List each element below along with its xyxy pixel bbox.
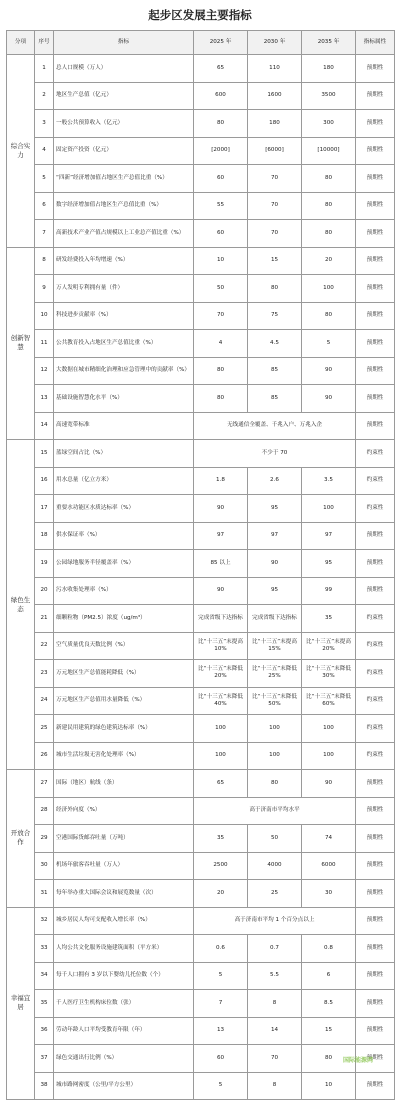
- target-2030: 15: [248, 247, 302, 275]
- row-number: 30: [35, 852, 54, 880]
- header-2035: 2035 年: [302, 31, 356, 55]
- target-2035: 90: [302, 357, 356, 385]
- target-2030: 95: [248, 495, 302, 523]
- header-2030: 2030 年: [248, 31, 302, 55]
- indicator-attribute: 预期性: [356, 825, 395, 853]
- indicators-table: [6, 30, 395, 1100]
- table-row: [7, 1072, 395, 1100]
- target-2025: 65: [194, 55, 248, 83]
- row-number: 36: [35, 1017, 54, 1045]
- table-row: [7, 687, 395, 715]
- target-2030: 100: [248, 742, 302, 770]
- table-row: [7, 660, 395, 688]
- indicator-name: 万元地区生产总值能耗降低（%）: [54, 660, 194, 688]
- target-2035: 90: [302, 385, 356, 413]
- indicator-attribute: 预期性: [356, 1072, 395, 1100]
- indicator-name: 细颗粒物（PM2.5）浓度（ug/m³）: [54, 605, 194, 633]
- merged-target-value: 无线通信全覆盖、千兆入户、万兆入企: [194, 412, 356, 440]
- target-2025: 比“十三五”末降低 40%: [194, 687, 248, 715]
- indicator-name: 地区生产总值（亿元）: [54, 82, 194, 110]
- table-row: [7, 825, 395, 853]
- target-2030: 110: [248, 55, 302, 83]
- table-row: [7, 1017, 395, 1045]
- target-2025: 600: [194, 82, 248, 110]
- row-number: 5: [35, 165, 54, 193]
- target-2025: 60: [194, 220, 248, 248]
- row-number: 17: [35, 495, 54, 523]
- header-category: 分项: [7, 31, 35, 55]
- indicator-name: 蓝绿空间占比（%）: [54, 440, 194, 468]
- target-2030: 70: [248, 220, 302, 248]
- indicator-attribute: 约束性: [356, 440, 395, 468]
- target-2030: 85: [248, 357, 302, 385]
- table-row: [7, 715, 395, 743]
- row-number: 38: [35, 1072, 54, 1100]
- table-row: [7, 385, 395, 413]
- indicator-attribute: 预期性: [356, 770, 395, 798]
- indicator-attribute: 预期性: [356, 935, 395, 963]
- target-2025: [2000]: [194, 137, 248, 165]
- table-row: [7, 247, 395, 275]
- target-2025: 5: [194, 962, 248, 990]
- target-2025: 100: [194, 742, 248, 770]
- indicator-name: 新建民用建筑的绿色建筑达标率（%）: [54, 715, 194, 743]
- indicator-attribute: 预期性: [356, 990, 395, 1018]
- target-2025: 0.6: [194, 935, 248, 963]
- indicator-name: 一般公共预算收入（亿元）: [54, 110, 194, 138]
- target-2035: 0.8: [302, 935, 356, 963]
- indicator-name: 空港国际货邮吞吐量（万吨）: [54, 825, 194, 853]
- target-2035: 80: [302, 192, 356, 220]
- header-indicator: 指标: [54, 31, 194, 55]
- row-number: 35: [35, 990, 54, 1018]
- target-2025: 97: [194, 522, 248, 550]
- indicator-attribute: 预期性: [356, 880, 395, 908]
- target-2025: 90: [194, 495, 248, 523]
- table-row: [7, 82, 395, 110]
- target-2030: 90: [248, 550, 302, 578]
- row-number: 28: [35, 797, 54, 825]
- target-2030: 完成省级下达指标: [248, 605, 302, 633]
- target-2035: 100: [302, 715, 356, 743]
- watermark-logo: 国际能源网: [342, 1057, 373, 1064]
- indicator-name: 机场年旅客吞吐量（万人）: [54, 852, 194, 880]
- target-2030: 0.7: [248, 935, 302, 963]
- table-row: [7, 440, 395, 468]
- row-number: 2: [35, 82, 54, 110]
- table-row: [7, 880, 395, 908]
- target-2030: 85: [248, 385, 302, 413]
- target-2030: 50: [248, 825, 302, 853]
- indicator-name: 科技进步贡献率（%）: [54, 302, 194, 330]
- target-2025: 100: [194, 715, 248, 743]
- table-header-row: [7, 31, 395, 55]
- table-row: [7, 770, 395, 798]
- row-number: 23: [35, 660, 54, 688]
- indicator-attribute: 约束性: [356, 742, 395, 770]
- indicator-attribute: 约束性: [356, 467, 395, 495]
- indicator-name: 万元地区生产总值用水量降低（%）: [54, 687, 194, 715]
- indicator-name: 基础设施智慧化水平（%）: [54, 385, 194, 413]
- row-number: 26: [35, 742, 54, 770]
- target-2035: 10: [302, 1072, 356, 1100]
- indicator-attribute: 预期性: [356, 165, 395, 193]
- indicator-name: 城市路网密度（公里/平方公里）: [54, 1072, 194, 1100]
- target-2035: 90: [302, 770, 356, 798]
- table-row: [7, 797, 395, 825]
- target-2030: 97: [248, 522, 302, 550]
- indicator-attribute: 预期性: [356, 907, 395, 935]
- row-number: 31: [35, 880, 54, 908]
- indicator-attribute: 预期性: [356, 550, 395, 578]
- indicator-attribute: 预期性: [356, 137, 395, 165]
- target-2035: 99: [302, 577, 356, 605]
- category-cell: 开放合作: [7, 770, 35, 908]
- row-number: 33: [35, 935, 54, 963]
- indicator-attribute: 预期性: [356, 55, 395, 83]
- target-2035: 97: [302, 522, 356, 550]
- target-2025: 80: [194, 357, 248, 385]
- indicator-attribute: 预期性: [356, 302, 395, 330]
- row-number: 14: [35, 412, 54, 440]
- target-2030: 8: [248, 990, 302, 1018]
- target-2035: 比“十三五”末降低 30%: [302, 660, 356, 688]
- table-row: [7, 990, 395, 1018]
- row-number: 11: [35, 330, 54, 358]
- target-2025: 2500: [194, 852, 248, 880]
- target-2030: 比“十三五”末提高 15%: [248, 632, 302, 660]
- indicator-attribute: 预期性: [356, 247, 395, 275]
- indicator-attribute: 预期性: [356, 852, 395, 880]
- target-2025: 90: [194, 577, 248, 605]
- table-row: [7, 192, 395, 220]
- target-2035: 35: [302, 605, 356, 633]
- row-number: 34: [35, 962, 54, 990]
- target-2035: 15: [302, 1017, 356, 1045]
- target-2035: 3500: [302, 82, 356, 110]
- indicator-attribute: 预期性: [356, 412, 395, 440]
- merged-target-value: 高于济南市平均 1 个百分点以上: [194, 907, 356, 935]
- indicator-name: 每千人口拥有 3 岁以下婴幼儿托位数（个）: [54, 962, 194, 990]
- table-row: [7, 632, 395, 660]
- table-row: [7, 522, 395, 550]
- indicator-name: 每年举办重大国际会议和展览数量（次）: [54, 880, 194, 908]
- target-2030: 2.6: [248, 467, 302, 495]
- indicator-attribute: 预期性: [356, 577, 395, 605]
- row-number: 32: [35, 907, 54, 935]
- indicator-name: 劳动年龄人口平均受教育年限（年）: [54, 1017, 194, 1045]
- target-2035: 300: [302, 110, 356, 138]
- table-row: [7, 962, 395, 990]
- target-2035: 6: [302, 962, 356, 990]
- target-2030: 75: [248, 302, 302, 330]
- target-2035: 100: [302, 275, 356, 303]
- row-number: 22: [35, 632, 54, 660]
- target-2025: 80: [194, 385, 248, 413]
- indicator-attribute: 预期性: [356, 220, 395, 248]
- target-2030: 180: [248, 110, 302, 138]
- indicator-name: 固定资产投资（亿元）: [54, 137, 194, 165]
- merged-target-value: 不少于 70: [194, 440, 356, 468]
- target-2035: [10000]: [302, 137, 356, 165]
- target-2025: 20: [194, 880, 248, 908]
- target-2030: 100: [248, 715, 302, 743]
- table-row: [7, 220, 395, 248]
- indicator-attribute: 约束性: [356, 605, 395, 633]
- row-number: 7: [35, 220, 54, 248]
- target-2035: 80: [302, 1045, 356, 1073]
- target-2025: 50: [194, 275, 248, 303]
- target-2025: 比“十三五”末降低 20%: [194, 660, 248, 688]
- target-2035: 80: [302, 220, 356, 248]
- target-2025: 5: [194, 1072, 248, 1100]
- header-2025: 2025 年: [194, 31, 248, 55]
- indicator-attribute: 预期性: [356, 385, 395, 413]
- header-attribute: 指标属性: [356, 31, 395, 55]
- table-row: [7, 907, 395, 935]
- indicator-attribute: 预期性: [356, 1017, 395, 1045]
- target-2025: 1.8: [194, 467, 248, 495]
- row-number: 20: [35, 577, 54, 605]
- target-2035: 6000: [302, 852, 356, 880]
- target-2030: [6000]: [248, 137, 302, 165]
- target-2035: 80: [302, 165, 356, 193]
- row-number: 1: [35, 55, 54, 83]
- table-row: [7, 275, 395, 303]
- indicator-name: 经济外向度（%）: [54, 797, 194, 825]
- target-2030: 比“十三五”末降低 25%: [248, 660, 302, 688]
- target-2030: 70: [248, 165, 302, 193]
- row-number: 18: [35, 522, 54, 550]
- indicator-attribute: 预期性: [356, 962, 395, 990]
- row-number: 8: [35, 247, 54, 275]
- row-number: 6: [35, 192, 54, 220]
- target-2025: 10: [194, 247, 248, 275]
- row-number: 4: [35, 137, 54, 165]
- indicator-name: 供水保证率（%）: [54, 522, 194, 550]
- row-number: 29: [35, 825, 54, 853]
- target-2035: 8.5: [302, 990, 356, 1018]
- indicator-name: 总人口规模（万人）: [54, 55, 194, 83]
- indicator-name: 万人发明专利拥有量（件）: [54, 275, 194, 303]
- table-row: [7, 110, 395, 138]
- indicator-name: “四新”经济增加值占地区生产总值比重（%）: [54, 165, 194, 193]
- indicator-attribute: 约束性: [356, 687, 395, 715]
- target-2035: 95: [302, 550, 356, 578]
- target-2035: 比“十三五”末提高 20%: [302, 632, 356, 660]
- category-cell: 创新智慧: [7, 247, 35, 440]
- indicator-name: 污水收集处理率（%）: [54, 577, 194, 605]
- indicator-name: 公共教育投入占地区生产总值比重（%）: [54, 330, 194, 358]
- merged-target-value: 高于济南市平均水平: [194, 797, 356, 825]
- indicator-name: 城市生活垃圾无害化处理率（%）: [54, 742, 194, 770]
- table-row: [7, 605, 395, 633]
- indicator-attribute: 约束性: [356, 632, 395, 660]
- target-2035: 80: [302, 302, 356, 330]
- indicator-name: 用水总量（亿立方米）: [54, 467, 194, 495]
- target-2035: 3.5: [302, 467, 356, 495]
- target-2025: 完成省级下达指标: [194, 605, 248, 633]
- target-2025: 85 以上: [194, 550, 248, 578]
- indicator-attribute: 预期性: [356, 275, 395, 303]
- target-2025: 7: [194, 990, 248, 1018]
- table-row: [7, 577, 395, 605]
- category-cell: 综合实力: [7, 55, 35, 248]
- target-2025: 13: [194, 1017, 248, 1045]
- target-2030: 80: [248, 275, 302, 303]
- table-row: [7, 852, 395, 880]
- target-2030: 95: [248, 577, 302, 605]
- target-2030: 4000: [248, 852, 302, 880]
- indicator-name: 人均公共文化服务设施建筑面积（平方米）: [54, 935, 194, 963]
- row-number: 9: [35, 275, 54, 303]
- target-2030: 70: [248, 1045, 302, 1073]
- row-number: 27: [35, 770, 54, 798]
- indicator-attribute: 预期性: [356, 192, 395, 220]
- target-2030: 8: [248, 1072, 302, 1100]
- row-number: 21: [35, 605, 54, 633]
- category-cell: 幸福宜居: [7, 907, 35, 1100]
- target-2035: 20: [302, 247, 356, 275]
- table-row: [7, 935, 395, 963]
- table-row: [7, 137, 395, 165]
- indicator-attribute: 预期性: [356, 1045, 395, 1073]
- target-2035: 180: [302, 55, 356, 83]
- table-row: [7, 302, 395, 330]
- indicator-name: 国际（地区）航线（条）: [54, 770, 194, 798]
- indicator-name: 大数据在城市精细化治理和应急管理中的贡献率（%）: [54, 357, 194, 385]
- indicator-attribute: 预期性: [356, 522, 395, 550]
- row-number: 13: [35, 385, 54, 413]
- target-2030: 比“十三五”末降低 50%: [248, 687, 302, 715]
- row-number: 19: [35, 550, 54, 578]
- page-title: 起步区发展主要指标: [148, 8, 252, 22]
- row-number: 37: [35, 1045, 54, 1073]
- table-body: [7, 55, 395, 1100]
- target-2030: 1600: [248, 82, 302, 110]
- target-2035: 5: [302, 330, 356, 358]
- target-2030: 14: [248, 1017, 302, 1045]
- target-2025: 4: [194, 330, 248, 358]
- table-row: [7, 55, 395, 83]
- indicator-attribute: 预期性: [356, 797, 395, 825]
- indicator-name: 研发经费投入年均增速（%）: [54, 247, 194, 275]
- target-2035: 30: [302, 880, 356, 908]
- indicator-name: 绿色交通出行比例（%）: [54, 1045, 194, 1073]
- target-2025: 60: [194, 165, 248, 193]
- indicator-name: 重要水功能区水质达标率（%）: [54, 495, 194, 523]
- target-2030: 5.5: [248, 962, 302, 990]
- target-2030: 4.5: [248, 330, 302, 358]
- target-2025: 35: [194, 825, 248, 853]
- row-number: 24: [35, 687, 54, 715]
- indicator-name: 空气质量优良天数比例（%）: [54, 632, 194, 660]
- target-2025: 60: [194, 1045, 248, 1073]
- table-row: [7, 165, 395, 193]
- target-2030: 70: [248, 192, 302, 220]
- indicator-attribute: 约束性: [356, 495, 395, 523]
- indicator-name: 高速宽带标准: [54, 412, 194, 440]
- target-2035: 100: [302, 495, 356, 523]
- target-2035: 74: [302, 825, 356, 853]
- row-number: 16: [35, 467, 54, 495]
- table-row: [7, 412, 395, 440]
- indicator-attribute: 预期性: [356, 82, 395, 110]
- row-number: 3: [35, 110, 54, 138]
- row-number: 25: [35, 715, 54, 743]
- indicator-name: 公园绿地服务半径覆盖率（%）: [54, 550, 194, 578]
- target-2025: 55: [194, 192, 248, 220]
- table-row: [7, 742, 395, 770]
- category-cell: 绿色生态: [7, 440, 35, 770]
- target-2035: 比“十三五”末降低 60%: [302, 687, 356, 715]
- indicator-name: 数字经济增加值占地区生产总值比重（%）: [54, 192, 194, 220]
- row-number: 10: [35, 302, 54, 330]
- target-2025: 70: [194, 302, 248, 330]
- target-2025: 80: [194, 110, 248, 138]
- row-number: 12: [35, 357, 54, 385]
- table-row: [7, 550, 395, 578]
- indicator-name: 高新技术产业产值占规模以上工业总产值比重（%）: [54, 220, 194, 248]
- indicator-name: 千人医疗卫生机构床位数（张）: [54, 990, 194, 1018]
- indicator-attribute: 预期性: [356, 110, 395, 138]
- header-number: 序号: [35, 31, 54, 55]
- table-row: [7, 330, 395, 358]
- target-2025: 比“十三五”末提高 10%: [194, 632, 248, 660]
- target-2030: 80: [248, 770, 302, 798]
- target-2035: 100: [302, 742, 356, 770]
- indicator-attribute: 约束性: [356, 715, 395, 743]
- table-row: [7, 467, 395, 495]
- indicator-attribute: 预期性: [356, 330, 395, 358]
- table-row: [7, 495, 395, 523]
- indicator-name: 城乡居民人均可支配收入增长率（%）: [54, 907, 194, 935]
- row-number: 15: [35, 440, 54, 468]
- table-row: [7, 357, 395, 385]
- target-2030: 25: [248, 880, 302, 908]
- indicator-attribute: 预期性: [356, 357, 395, 385]
- indicator-attribute: 约束性: [356, 660, 395, 688]
- target-2025: 65: [194, 770, 248, 798]
